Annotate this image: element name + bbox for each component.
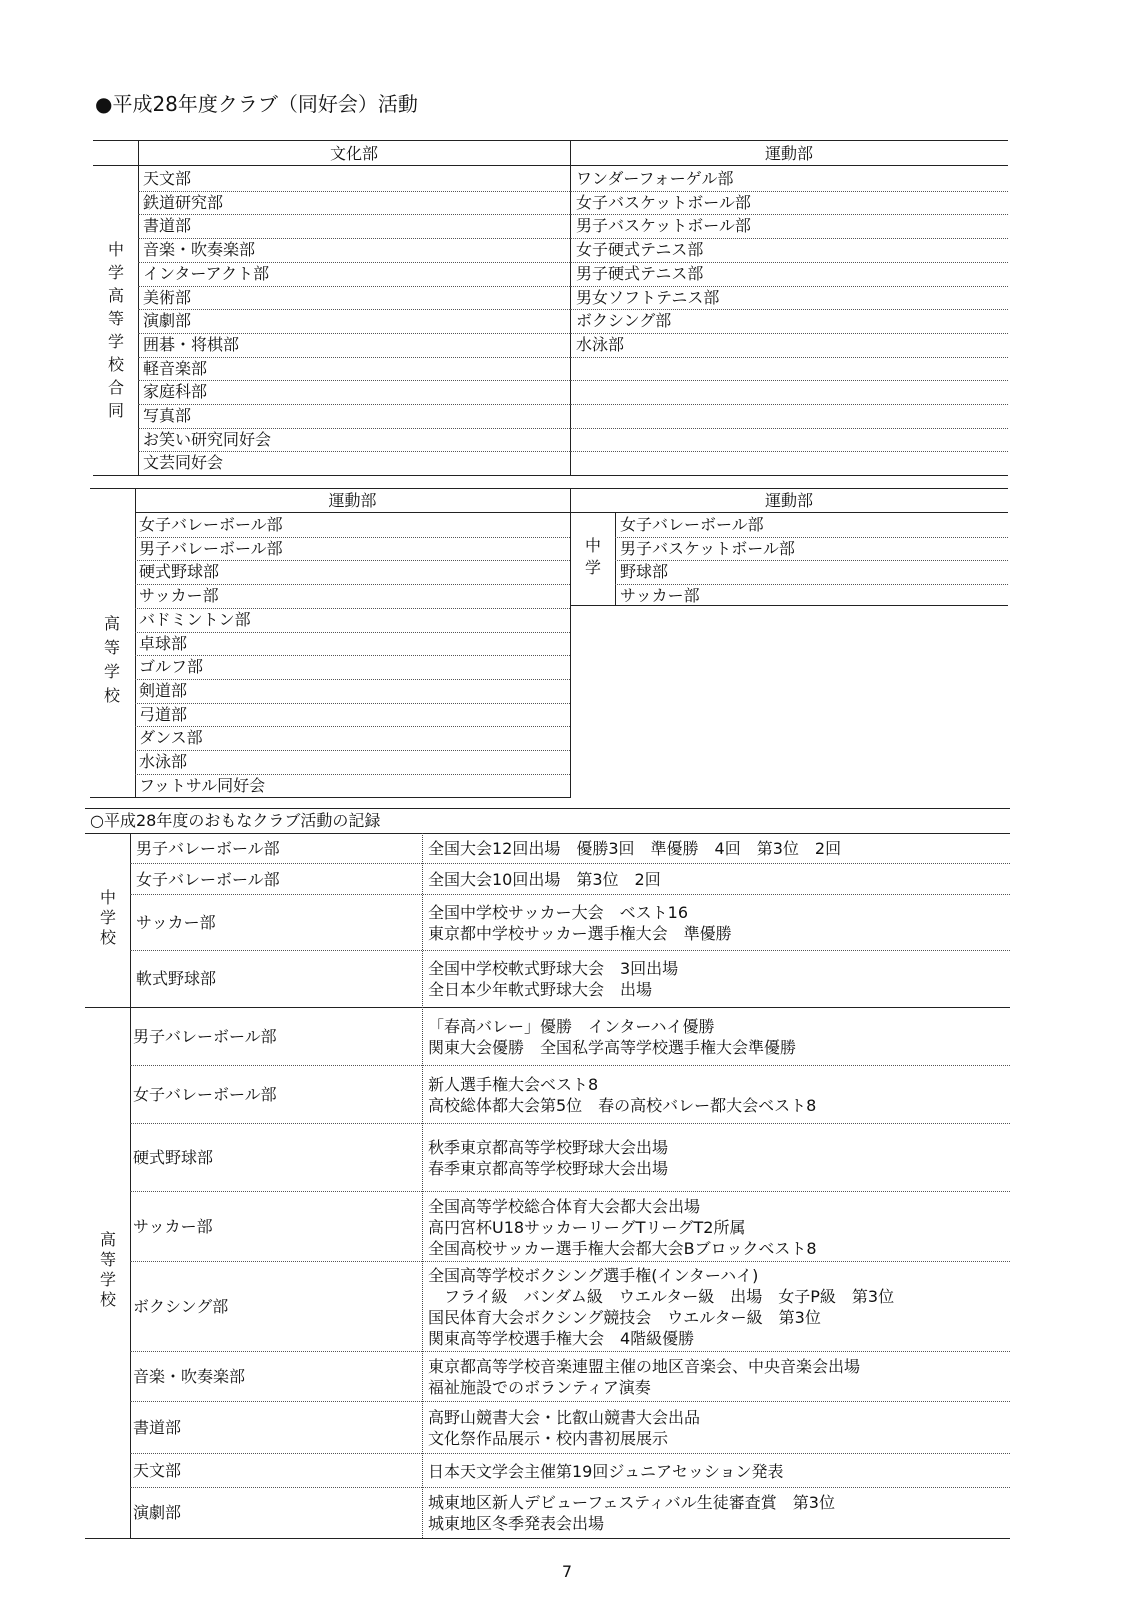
- records-title: ○平成28年度のおもなクラブ活動の記録: [90, 811, 381, 830]
- culture-club-item: 囲碁・将棋部: [143, 334, 240, 354]
- record-detail: 秋季東京都高等学校野球大会出場 春季東京都高等学校野球大会出場: [428, 1138, 669, 1178]
- table-rule: [90, 488, 570, 489]
- sports-club-item: 水泳部: [576, 334, 625, 354]
- vertical-group-label: 中 学 校: [99, 888, 116, 947]
- record-detail: 全国高等学校ボクシング選手権(インターハイ) フライ級 バンダム級 ウエルター級 出場 女子P級 第3位 国民体育大会ボクシング競技会 ウエルター級 第3位 関東高等学校選手権大会 4階級優勝: [428, 1266, 895, 1348]
- culture-club-item: 写真部: [143, 406, 192, 425]
- high-club-item: 女子バレーボール部: [139, 515, 283, 534]
- culture-club-item: インターアクト部: [143, 263, 270, 283]
- high-club-item: ゴルフ部: [139, 657, 204, 677]
- sports-club-item: 女子硬式テニス部: [576, 240, 704, 260]
- record-detail: 高野山競書大会・比叡山競書大会出品 文化祭作品展示・校内書初展展示: [428, 1408, 701, 1448]
- vertical-group-label: 高 等 学 校: [99, 1230, 116, 1309]
- column-rule: [135, 488, 136, 798]
- row-divider: [130, 863, 1010, 864]
- high-club-item: 男子バレーボール部: [139, 538, 283, 558]
- table-rule: [570, 512, 1008, 513]
- row-divider: [138, 214, 570, 215]
- row-divider: [135, 632, 570, 633]
- sports-club-item: 女子バスケットボール部: [576, 192, 751, 212]
- row-divider: [570, 380, 1008, 381]
- record-club-name: 書道部: [133, 1418, 182, 1437]
- high-club-item: サッカー部: [139, 586, 219, 606]
- culture-club-item: 鉄道研究部: [143, 192, 224, 212]
- record-club-name: 男子バレーボール部: [136, 838, 280, 858]
- row-divider: [138, 309, 570, 310]
- table-rule: [93, 165, 1008, 166]
- row-divider: [135, 750, 570, 751]
- high-club-item: 剣道部: [139, 680, 188, 700]
- record-detail: 城東地区新人デビューフェスティバル生徒審査賞 第3位 城東地区冬季発表会出場: [428, 1493, 835, 1533]
- high-club-item: 水泳部: [139, 752, 188, 771]
- record-club-name: 女子バレーボール部: [136, 869, 280, 889]
- record-detail: 全国中学校サッカー大会 ベスト16 東京都中学校サッカー選手権大会 準優勝: [428, 903, 732, 943]
- table-rule: [90, 797, 570, 798]
- junior-sports-header: 運動部: [764, 491, 813, 510]
- row-divider: [570, 333, 1008, 334]
- junior-club-item: 野球部: [620, 562, 669, 582]
- record-club-name: 軟式野球部: [136, 969, 217, 988]
- row-divider: [130, 1453, 1010, 1454]
- culture-club-item: 軽音楽部: [143, 358, 208, 378]
- record-club-name: 演劇部: [133, 1503, 182, 1522]
- row-divider: [138, 286, 570, 287]
- sports-club-item: 男子硬式テニス部: [576, 263, 704, 283]
- table-rule: [85, 1538, 1010, 1539]
- record-club-name: 男子バレーボール部: [133, 1026, 277, 1046]
- sports-club-item: ワンダーフォーゲル部: [576, 169, 734, 188]
- table-rule: [93, 140, 1008, 141]
- high-club-item: 卓球部: [139, 633, 188, 653]
- row-divider: [130, 1401, 1010, 1402]
- table-rule: [135, 512, 570, 513]
- high-club-item: フットサル同好会: [139, 775, 266, 795]
- culture-club-item: お笑い研究同好会: [143, 429, 272, 449]
- record-club-name: 女子バレーボール部: [133, 1085, 277, 1104]
- culture-club-item: 家庭科部: [143, 382, 208, 402]
- row-divider: [130, 894, 1010, 895]
- row-divider: [130, 1191, 1010, 1192]
- row-divider: [570, 404, 1008, 405]
- row-divider: [135, 703, 570, 704]
- record-detail: 全国中学校軟式野球大会 3回出場 全日本少年軟式野球大会 出場: [428, 959, 679, 999]
- junior-club-item: 男子バスケットボール部: [620, 538, 795, 558]
- high-club-item: ダンス部: [139, 728, 203, 748]
- record-detail: 新人選手権大会ベスト8 高校総体都大会第5位 春の高校バレー都大会ベスト8: [428, 1075, 817, 1115]
- table-rule: [85, 833, 1010, 834]
- sports-header: 運動部: [764, 144, 813, 163]
- row-divider: [138, 404, 570, 405]
- row-divider: [130, 1261, 1010, 1262]
- culture-club-item: 文芸同好会: [143, 453, 224, 473]
- row-divider: [130, 1487, 1010, 1488]
- table-rule: [85, 808, 1010, 809]
- column-rule: [422, 833, 423, 1538]
- row-divider: [130, 950, 1010, 951]
- vertical-group-label: 高 等 学 校: [103, 614, 120, 705]
- junior-club-item: サッカー部: [620, 586, 700, 606]
- sports-club-item: 男女ソフトテニス部: [576, 287, 720, 307]
- culture-club-item: 演劇部: [143, 311, 192, 331]
- record-club-name: サッカー部: [136, 913, 216, 932]
- column-rule: [615, 512, 616, 606]
- row-divider: [570, 357, 1008, 358]
- record-club-name: サッカー部: [133, 1217, 213, 1236]
- high-sports-header: 運動部: [328, 491, 377, 510]
- record-detail: 東京都高等学校音楽連盟主催の地区音楽会、中央音楽会出場 福祉施設でのボランティア演奏: [428, 1357, 861, 1397]
- record-club-name: ボクシング部: [133, 1297, 229, 1316]
- table-rule: [93, 475, 1008, 476]
- record-detail: 全国大会10回出場 第3位 2回: [428, 870, 661, 889]
- row-divider: [130, 1123, 1010, 1124]
- record-club-name: 天文部: [133, 1461, 182, 1480]
- record-detail: 「春高バレー」優勝 インターハイ優勝 関東大会優勝 全国私学高等学校選手権大会準優勝: [428, 1016, 797, 1057]
- record-detail: 日本天文学会主催第19回ジュニアセッション発表: [428, 1461, 784, 1481]
- row-divider: [570, 428, 1008, 429]
- column-rule: [570, 488, 571, 798]
- high-club-item: 硬式野球部: [139, 562, 220, 582]
- row-divider: [135, 679, 570, 680]
- culture-club-item: 美術部: [143, 287, 192, 307]
- high-club-item: 弓道部: [139, 704, 188, 724]
- record-club-name: 音楽・吹奏楽部: [133, 1367, 246, 1386]
- record-detail: 全国高等学校総合体育大会都大会出場 高円宮杯U18サッカーリーグTリーグT2所属 全国高校サッカー選手権大会都大会Bブロックベスト8: [428, 1196, 817, 1258]
- sports-club-item: 男子バスケットボール部: [576, 216, 751, 236]
- record-detail: 全国大会12回出場 優勝3回 準優勝 4回 第3位 2回: [428, 839, 842, 858]
- column-rule: [130, 833, 131, 1538]
- page-title: ●平成28年度クラブ（同好会）活動: [95, 92, 418, 116]
- culture-club-item: 天文部: [143, 169, 192, 188]
- culture-header: 文化部: [329, 144, 378, 163]
- table-rule: [570, 488, 1008, 489]
- record-club-name: 硬式野球部: [133, 1148, 214, 1167]
- junior-club-item: 女子バレーボール部: [620, 515, 764, 534]
- row-divider: [570, 451, 1008, 452]
- sports-club-item: ボクシング部: [576, 311, 672, 331]
- culture-club-item: 書道部: [143, 216, 192, 236]
- table-rule: [85, 1007, 1010, 1008]
- vertical-group-label: 中 学 高 等 学 校 合 同: [107, 240, 124, 420]
- culture-club-item: 音楽・吹奏楽部: [143, 240, 256, 260]
- row-divider: [130, 1065, 1010, 1066]
- row-divider: [130, 1351, 1010, 1352]
- vertical-group-label: 中 学: [584, 536, 601, 577]
- page-number: 7: [561, 1562, 573, 1581]
- row-divider: [615, 560, 1008, 561]
- high-club-item: バドミントン部: [139, 609, 251, 629]
